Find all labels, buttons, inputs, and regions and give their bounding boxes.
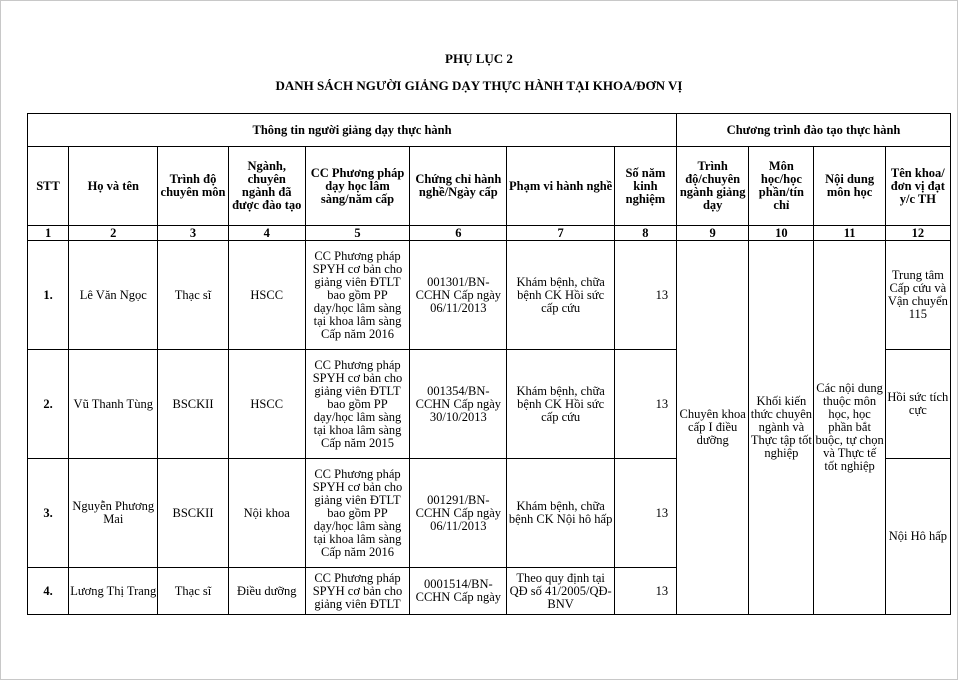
- row-scope: [507, 568, 614, 615]
- row-license-text: 0001514/BN-CCHN Cấp ngày: [415, 578, 502, 604]
- row-cc: [305, 568, 409, 615]
- row-major: HSCC: [228, 350, 305, 459]
- col-number: 2: [69, 226, 158, 241]
- row-license: 001354/BN-CCHN Cấp ngày 30/10/2013: [410, 350, 507, 459]
- col-number: 7: [507, 226, 614, 241]
- col-number: 10: [749, 226, 814, 241]
- row-level: BSCKII: [158, 459, 228, 568]
- col-number: 5: [305, 226, 409, 241]
- row-license: 001301/BN-CCHN Cấp ngày 06/11/2013: [410, 241, 507, 350]
- header-years: Số năm kinh nghiệm: [614, 147, 676, 226]
- row-license: 001291/BN-CCHN Cấp ngày 06/11/2013: [410, 459, 507, 568]
- header-unit: Tên khoa/đơn vị đạt y/c TH: [885, 147, 950, 226]
- table-row: [28, 241, 951, 350]
- row-cc: CC Phương pháp SPYH cơ bản cho giảng viên ĐTLT bao gồm PP dạy/học lâm sàng tại khoa lâm sàng Cấp năm 2016: [305, 459, 409, 568]
- row-cc-text: CC Phương pháp SPYH cơ bản cho giảng viên ĐTLT: [312, 571, 403, 611]
- row-scope: Khám bệnh, chữa bệnh CK Hồi sức cấp cứu: [507, 350, 614, 459]
- col-number: 11: [814, 226, 885, 241]
- row-years: 13: [614, 241, 676, 350]
- row-name: Lê Văn Ngọc: [69, 241, 158, 350]
- col-number: 12: [885, 226, 950, 241]
- instructor-table: [27, 113, 951, 615]
- row-level: Thạc sĩ: [158, 241, 228, 350]
- row-unit: Nội Hô hấp: [885, 459, 950, 615]
- col-number: 1: [28, 226, 69, 241]
- row-name: Nguyễn Phương Mai: [69, 459, 158, 568]
- header-course: Môn học/học phần/tín chỉ: [749, 147, 814, 226]
- col-number: 9: [677, 226, 749, 241]
- row-cc: CC Phương pháp SPYH cơ bản cho giảng viên ĐTLT bao gồm PP dạy/học lâm sàng tại khoa lâm sàng Cấp năm 2015: [305, 350, 409, 459]
- row-stt: 3.: [28, 459, 69, 568]
- header-major: Ngành, chuyên ngành đã được đào tạo: [228, 147, 305, 226]
- header-license: Chứng chỉ hành nghề/Ngày cấp: [410, 147, 507, 226]
- header-level: Trình độ chuyên môn: [158, 147, 228, 226]
- column-header-row: [28, 147, 951, 226]
- row-scope: Khám bệnh, chữa bệnh CK Nội hô hấp: [507, 459, 614, 568]
- row-scope-text: Theo quy định tại QĐ số 41/2005/QĐ-BNV: [509, 571, 612, 611]
- document-subtitle: DANH SÁCH NGƯỜI GIẢNG DẠY THỰC HÀNH TẠI KHOA/ĐƠN VỊ: [275, 78, 683, 93]
- row-unit: Hồi sức tích cực: [885, 350, 950, 459]
- column-number-row: [28, 226, 951, 241]
- row-level: Thạc sĩ: [158, 568, 228, 615]
- row-scope: Khám bệnh, chữa bệnh CK Hồi sức cấp cứu: [507, 241, 614, 350]
- group-header-row: [28, 114, 951, 147]
- header-name: Họ và tên: [69, 147, 158, 226]
- row-stt: 2.: [28, 350, 69, 459]
- row-level: BSCKII: [158, 350, 228, 459]
- row-stt: 1.: [28, 241, 69, 350]
- row-name: Vũ Thanh Tùng: [69, 350, 158, 459]
- row-major: Nội khoa: [228, 459, 305, 568]
- row-years: 13: [614, 459, 676, 568]
- col-number: 8: [614, 226, 676, 241]
- group-header-right: Chương trình đào tạo thực hành: [677, 114, 951, 147]
- shared-course: Khối kiến thức chuyên ngành và Thực tập tốt nghiệp: [749, 241, 814, 615]
- row-cc: CC Phương pháp SPYH cơ bản cho giảng viên ĐTLT bao gồm PP dạy/học lâm sàng tại khoa lâm sàng Cấp năm 2016: [305, 241, 409, 350]
- row-unit: Trung tâm Cấp cứu và Vận chuyển 115: [885, 241, 950, 350]
- header-cc: CC Phương pháp dạy học lâm sàng/năm cấp: [305, 147, 409, 226]
- row-stt: 4.: [28, 568, 69, 615]
- group-header-left: Thông tin người giảng dạy thực hành: [28, 114, 677, 147]
- col-number: 4: [228, 226, 305, 241]
- header-teaching-level: Trình độ/chuyên ngành giảng dạy: [677, 147, 749, 226]
- row-years: 13: [614, 568, 676, 615]
- row-major: HSCC: [228, 241, 305, 350]
- row-years: 13: [614, 350, 676, 459]
- header-scope: Phạm vi hành nghề: [507, 147, 614, 226]
- shared-content: Các nội dung thuộc môn học, học phần bắt buộc, tự chọn và Thực tế tốt nghiệp: [814, 241, 885, 615]
- row-name: Lương Thị Trang: [69, 568, 158, 615]
- col-number: 6: [410, 226, 507, 241]
- row-license: [410, 568, 507, 615]
- row-major: Điều dưỡng: [228, 568, 305, 615]
- col-number: 3: [158, 226, 228, 241]
- shared-teaching-level: Chuyên khoa cấp I điều dưỡng: [677, 241, 749, 615]
- appendix-title: PHỤ LỤC 2: [445, 51, 513, 66]
- header-content: Nội dung môn học: [814, 147, 885, 226]
- header-stt: STT: [28, 147, 69, 226]
